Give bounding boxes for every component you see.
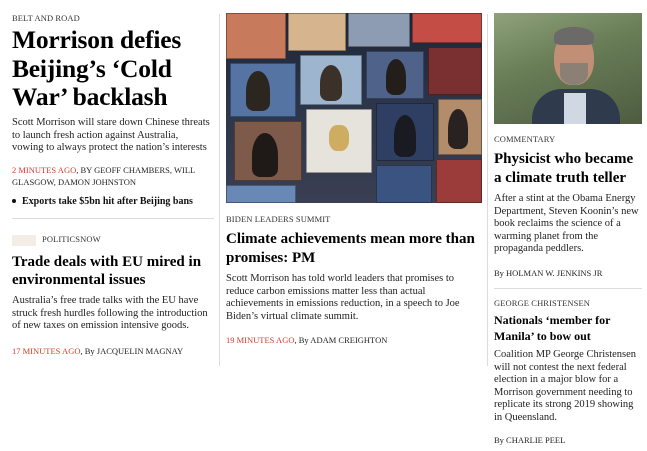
- second-story-kicker[interactable]: POLITICSNOW: [12, 234, 101, 246]
- column-divider-left: [219, 14, 220, 366]
- middle-story-timestamp: 19 MINUTES AGO: [226, 335, 295, 345]
- commentary-standfirst: After a stint at the Obama Energy Department, Steven Koonin’s new book reclaims the science of a warming planet from the propaganda peddlers.: [494, 193, 639, 255]
- author-portrait-photo[interactable]: [494, 13, 642, 124]
- commentary-kicker[interactable]: COMMENTARY: [494, 134, 556, 144]
- bullet-icon: [12, 199, 16, 203]
- lead-story-headline[interactable]: Morrison defies Beijing’s ‘Cold War’ backlash: [12, 25, 182, 111]
- lead-story-standfirst: Scott Morrison will stare down Chinese threats to launch fresh action against Australia, vowing to always protect the nation’s interests: [12, 117, 210, 154]
- christensen-kicker[interactable]: GEORGE CHRISTENSEN: [494, 298, 591, 308]
- middle-story-headline[interactable]: Climate achievements mean more than promises: PM: [226, 231, 475, 266]
- lead-story-timestamp: 2 MINUTES AGO: [12, 165, 77, 175]
- second-story-timestamp: 17 MINUTES AGO: [12, 346, 81, 356]
- lead-story-byline: 2 MINUTES AGO, BY GEOFF CHAMBERS, WILL GLASGOW, DAMON JOHNSTON: [12, 165, 195, 187]
- christensen-byline[interactable]: By CHARLIE PEEL: [494, 435, 566, 445]
- middle-story-standfirst: Scott Morrison has told world leaders that promises to reduce carbon emissions matter less than actual achievements in emissions reduction, in a speech to Joe Biden’s virtual climate summit.: [226, 273, 460, 322]
- related-story-link[interactable]: [12, 196, 214, 208]
- section-divider: [494, 288, 642, 289]
- second-story-author[interactable]: By JACQUELIN MAGNAY: [84, 346, 184, 356]
- christensen-standfirst: Coalition MP George Christensen will not contest the next federal election in a major blow for a Morrison government needing to replicate its strong 2019 showing in Queensland.: [494, 349, 637, 423]
- middle-story-author[interactable]: By ADAM CREIGHTON: [298, 335, 388, 345]
- second-story-standfirst: Australia’s free trade talks with the EU have struck fresh hurdles following the introduction of new taxes on emission intensive goods.: [12, 295, 208, 332]
- lead-story-authors[interactable]: BY GEOFF CHAMBERS, WILL GLASGOW, DAMON JOHNSTON: [12, 165, 195, 187]
- related-story-label: Exports take $5bn hit after Beijing bans: [22, 196, 193, 207]
- politicsnow-logo-icon: [12, 235, 36, 246]
- section-divider: [12, 218, 214, 219]
- column-divider-right: [487, 14, 488, 366]
- middle-story-kicker[interactable]: BIDEN LEADERS SUMMIT: [226, 214, 331, 224]
- lead-story-kicker[interactable]: BELT AND ROAD: [12, 13, 80, 23]
- christensen-headline[interactable]: Nationals ‘member for Manila’ to bow out: [494, 313, 611, 343]
- second-story-byline: 17 MINUTES AGO, By JACQUELIN MAGNAY: [12, 346, 184, 356]
- second-story-headline[interactable]: Trade deals with EU mired in environmental issues: [12, 254, 202, 288]
- commentary-headline[interactable]: Physicist who became a climate truth teller: [494, 151, 634, 186]
- commentary-byline[interactable]: By HOLMAN W. JENKINS JR: [494, 268, 603, 278]
- video-summit-photo[interactable]: [226, 13, 482, 203]
- middle-story-byline: 19 MINUTES AGO, By ADAM CREIGHTON: [226, 335, 388, 345]
